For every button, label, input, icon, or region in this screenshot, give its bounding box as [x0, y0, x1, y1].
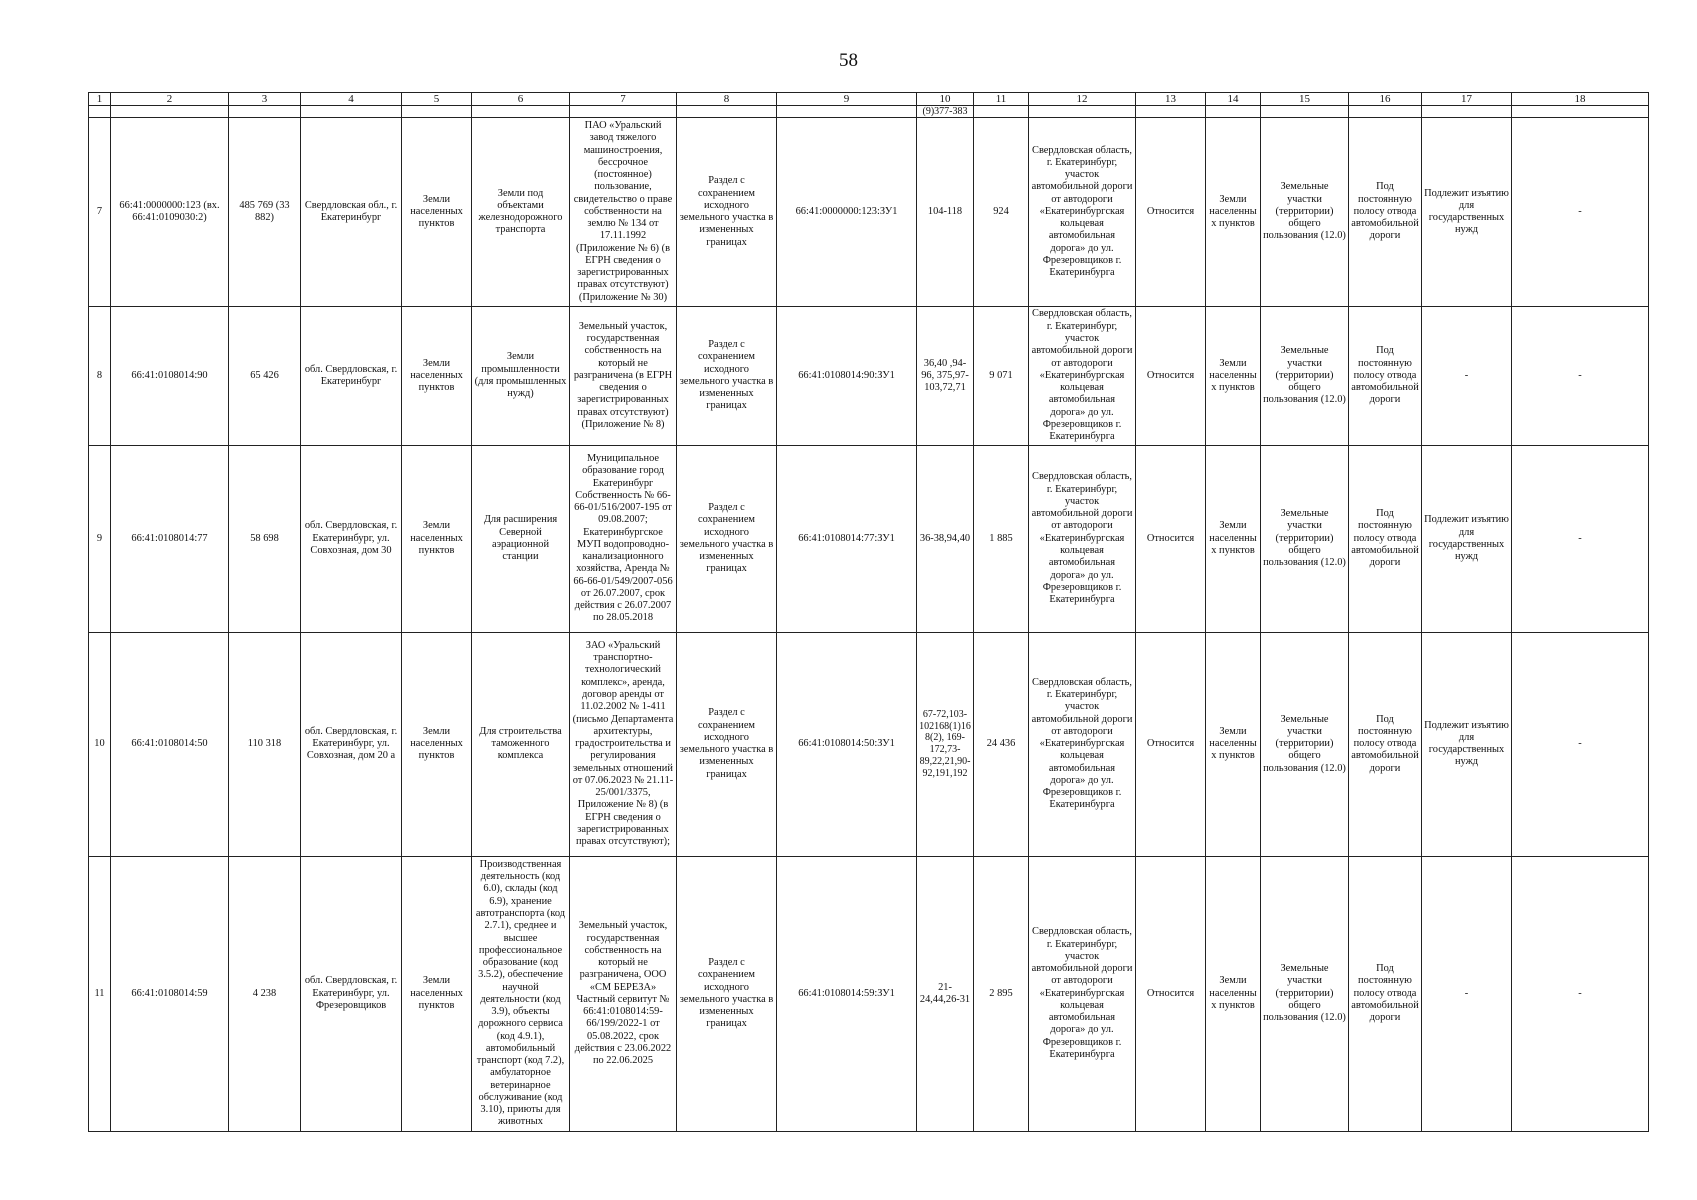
row-number: 8: [89, 306, 111, 445]
column-number: 16: [1349, 93, 1422, 106]
object-purpose: Свердловская область, г. Екатеринбург, участок автомобильной дороги от автодороги «Екатеринбургская кольцевая автомобильная дорога» до ул. Фрезеровщиков г. Екатеринбурга: [1029, 856, 1136, 1131]
rights-holder: Муниципальное образование город Екатеринбург Собственность № 66-66-01/516/2007-195 от 09.08.2007; Екатеринбургское МУП водопроводно-канализационного хозяйства, Аренда № 66-66-01/549/2007-056 от 26.07.2007, срок действия с 26.07.2007 по 28.05.2018: [570, 446, 677, 633]
column-number: 3: [229, 93, 301, 106]
new-cadastral-number: 66:41:0108014:77:ЗУ1: [777, 446, 917, 633]
cadastral-number: 66:41:0108014:50: [111, 632, 229, 856]
land-category: Земли населенных пунктов: [402, 632, 472, 856]
table-row: [89, 118, 1649, 307]
table-row: [89, 632, 1649, 856]
note: -: [1512, 118, 1649, 307]
new-permitted-use: Земельные участки (территории) общего пользования (12.0): [1261, 856, 1349, 1131]
land-category: Земли населенных пунктов: [402, 306, 472, 445]
table-row: [89, 856, 1649, 1131]
formation-method: Раздел с сохранением исходного земельного участка в измененных границах: [677, 118, 777, 307]
new-plot-area: 1 885: [974, 446, 1029, 633]
formation-method: Раздел с сохранением исходного земельного участка в измененных границах: [677, 446, 777, 633]
column-number: 13: [1136, 93, 1206, 106]
new-permitted-use: Земельные участки (территории) общего пользования (12.0): [1261, 118, 1349, 307]
column-number: 14: [1206, 93, 1261, 106]
new-land-category: Земли населенных пунктов: [1206, 306, 1261, 445]
column-number: 9: [777, 93, 917, 106]
land-category: Земли населенных пунктов: [402, 446, 472, 633]
plot-area: 485 769 (33 882): [229, 118, 301, 307]
new-plot-area: 2 895: [974, 856, 1029, 1131]
note: -: [1512, 632, 1649, 856]
object-purpose: Свердловская область, г. Екатеринбург, участок автомобильной дороги от автодороги «Екатеринбургская кольцевая автомобильная дорога» до ул. Фрезеровщиков г. Екатеринбурга: [1029, 118, 1136, 307]
new-plot-area: 9 071: [974, 306, 1029, 445]
target-use: Под постоянную полосу отвода автомобильной дороги: [1349, 856, 1422, 1131]
object-purpose: Свердловская область, г. Екатеринбург, участок автомобильной дороги от автодороги «Екатеринбургская кольцевая автомобильная дорога» до ул. Фрезеровщиков г. Екатеринбурга: [1029, 446, 1136, 633]
seizure-status: Подлежит изъятию для государственных нужд: [1422, 632, 1512, 856]
column-number: 11: [974, 93, 1029, 106]
seizure-status: -: [1422, 856, 1512, 1131]
note: -: [1512, 446, 1649, 633]
boundary-points: 36-38,94,40: [917, 446, 974, 633]
formation-method: Раздел с сохранением исходного земельного участка в измененных границах: [677, 856, 777, 1131]
plot-address: обл. Свердловская, г. Екатеринбург, ул. Совхозная, дом 30: [301, 446, 402, 633]
new-permitted-use: Земельные участки (территории) общего пользования (12.0): [1261, 446, 1349, 633]
target-use: Под постоянную полосу отвода автомобильной дороги: [1349, 306, 1422, 445]
column-number: 8: [677, 93, 777, 106]
relation: Относится: [1136, 306, 1206, 445]
seizure-status: Подлежит изъятию для государственных нужд: [1422, 446, 1512, 633]
target-use: Под постоянную полосу отвода автомобильной дороги: [1349, 118, 1422, 307]
column-number: 18: [1512, 93, 1649, 106]
continued-points-cell: (9)377-383: [917, 106, 974, 118]
column-number: 5: [402, 93, 472, 106]
column-number: 10: [917, 93, 974, 106]
object-purpose: Свердловская область, г. Екатеринбург, участок автомобильной дороги от автодороги «Екатеринбургская кольцевая автомобильная дорога» до ул. Фрезеровщиков г. Екатеринбурга: [1029, 632, 1136, 856]
formation-method: Раздел с сохранением исходного земельного участка в измененных границах: [677, 632, 777, 856]
rights-holder: Земельный участок, государственная собственность на который не разграничена, ООО «СМ БЕРЕЗА» Частный сервитут № 66:41:0108014:59-66/199/2022-1 от 05.08.2022, срок действия с 23.06.2022 по 22.06.2025: [570, 856, 677, 1131]
rights-holder: ПАО «Уральский завод тяжелого машиностроения, бессрочное (постоянное) пользование, свидетельство о праве собственности на землю № 134 от 17.11.1992 (Приложение № 6) (в ЕГРН сведения о зарегистрированных правах отсутствуют) (Приложение № 30): [570, 118, 677, 307]
note: -: [1512, 306, 1649, 445]
new-cadastral-number: 66:41:0000000:123:ЗУ1: [777, 118, 917, 307]
column-numbers-row: [89, 93, 1649, 106]
new-land-category: Земли населенных пунктов: [1206, 118, 1261, 307]
note: -: [1512, 856, 1649, 1131]
relation: Относится: [1136, 632, 1206, 856]
new-land-category: Земли населенных пунктов: [1206, 856, 1261, 1131]
new-cadastral-number: 66:41:0108014:90:ЗУ1: [777, 306, 917, 445]
rights-holder: ЗАО «Уральский транспортно-технологический комплекс», аренда, договор аренды от 11.02.2002 № 1-411 (письмо Департамента архитектуры, градостроительства и регулирования земельных отношений от 07.06.2023 № 21.11-25/001/3375, Приложение № 8) (в ЕГРН сведения о зарегистрированных правах отсутствуют);: [570, 632, 677, 856]
row-number: 10: [89, 632, 111, 856]
table-row: [89, 446, 1649, 633]
table-row: [89, 306, 1649, 445]
permitted-use: Земли под объектами железнодорожного транспорта: [472, 118, 570, 307]
new-land-category: Земли населенных пунктов: [1206, 632, 1261, 856]
cadastral-number: 66:41:0000000:123 (вх. 66:41:0109030:2): [111, 118, 229, 307]
permitted-use: Производственная деятельность (код 6.0), склады (код 6.9), хранение автотранспорта (код 2.7.1), среднее и высшее профессиональное образование (код 3.5.2), обеспечение научной деятельности (код 3.9), объекты дорожного сервиса (код 4.9.1), автомобильный транспорт (код 7.2), амбулаторное ветеринарное обслуживание (код 3.10), приюты для животных: [472, 856, 570, 1131]
column-number: 2: [111, 93, 229, 106]
seizure-status: -: [1422, 306, 1512, 445]
relation: Относится: [1136, 446, 1206, 633]
cadastral-number: 66:41:0108014:90: [111, 306, 229, 445]
land-category: Земли населенных пунктов: [402, 856, 472, 1131]
plot-area: 4 238: [229, 856, 301, 1131]
new-cadastral-number: 66:41:0108014:59:ЗУ1: [777, 856, 917, 1131]
plot-area: 65 426: [229, 306, 301, 445]
target-use: Под постоянную полосу отвода автомобильной дороги: [1349, 446, 1422, 633]
column-number: 12: [1029, 93, 1136, 106]
permitted-use: Для строительства таможенного комплекса: [472, 632, 570, 856]
column-number: 7: [570, 93, 677, 106]
row-number: 9: [89, 446, 111, 633]
plot-area: 58 698: [229, 446, 301, 633]
seizure-status: Подлежит изъятию для государственных нужд: [1422, 118, 1512, 307]
object-purpose: Свердловская область, г. Екатеринбург, участок автомобильной дороги от автодороги «Екатеринбургская кольцевая автомобильная дорога» до ул. Фрезеровщиков г. Екатеринбурга: [1029, 306, 1136, 445]
cadastral-number: 66:41:0108014:59: [111, 856, 229, 1131]
boundary-points: 104-118: [917, 118, 974, 307]
boundary-points: 67-72,103-102168(1)168(2), 169-172,73-89,22,21,90-92,191,192: [917, 632, 974, 856]
new-permitted-use: Земельные участки (территории) общего пользования (12.0): [1261, 306, 1349, 445]
new-permitted-use: Земельные участки (территории) общего пользования (12.0): [1261, 632, 1349, 856]
row-number: 11: [89, 856, 111, 1131]
plot-address: Свердловская обл., г. Екатеринбург: [301, 118, 402, 307]
relation: Относится: [1136, 856, 1206, 1131]
relation: Относится: [1136, 118, 1206, 307]
plot-address: обл. Свердловская, г. Екатеринбург, ул. Фрезеровщиков: [301, 856, 402, 1131]
page-number: 58: [839, 50, 858, 71]
cadastral-number: 66:41:0108014:77: [111, 446, 229, 633]
column-number: 4: [301, 93, 402, 106]
new-land-category: Земли населенных пунктов: [1206, 446, 1261, 633]
continuation-row: [89, 106, 1649, 118]
column-number: 17: [1422, 93, 1512, 106]
plot-address: обл. Свердловская, г. Екатеринбург, ул. Совхозная, дом 20 а: [301, 632, 402, 856]
land-category: Земли населенных пунктов: [402, 118, 472, 307]
new-cadastral-number: 66:41:0108014:50:ЗУ1: [777, 632, 917, 856]
column-number: 15: [1261, 93, 1349, 106]
plot-address: обл. Свердловская, г. Екатеринбург: [301, 306, 402, 445]
new-plot-area: 924: [974, 118, 1029, 307]
land-plots-table: [88, 92, 1649, 1132]
permitted-use: Земли промышленности (для промышленных нужд): [472, 306, 570, 445]
row-number: 7: [89, 118, 111, 307]
rights-holder: Земельный участок, государственная собственность на который не разграничена (в ЕГРН сведения о зарегистрированных правах отсутствуют) (Приложение № 8): [570, 306, 677, 445]
new-plot-area: 24 436: [974, 632, 1029, 856]
formation-method: Раздел с сохранением исходного земельного участка в измененных границах: [677, 306, 777, 445]
column-number: 6: [472, 93, 570, 106]
boundary-points: 21-24,44,26-31: [917, 856, 974, 1131]
boundary-points: 36,40 ,94-96, 375,97-103,72,71: [917, 306, 974, 445]
column-number: 1: [89, 93, 111, 106]
target-use: Под постоянную полосу отвода автомобильной дороги: [1349, 632, 1422, 856]
permitted-use: Для расширения Северной аэрационной станции: [472, 446, 570, 633]
plot-area: 110 318: [229, 632, 301, 856]
